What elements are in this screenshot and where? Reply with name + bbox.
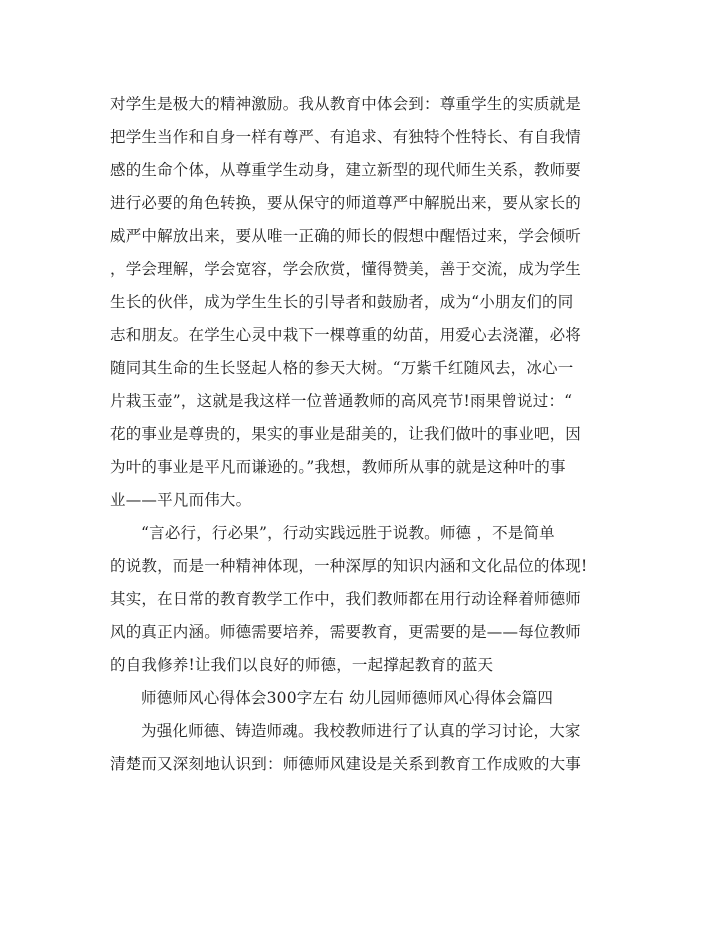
section-heading: 师德师风心得体会300字左右 幼儿园师德师风心得体会篇四: [141, 689, 554, 707]
text-line: 把学生当作和自身一样有尊严、有追求、有独特个性特长、有自我情: [110, 128, 582, 146]
text-line: 随同其生命的生长竖起人格的参天大树。“万紫千红随风去，冰心一: [110, 359, 574, 377]
text-line: 花的事业是尊贵的，果实的事业是甜美的，让我们做叶的事业吧，因: [110, 425, 582, 443]
text-line: 为强化师德、铸造师魂。我校教师进行了认真的学习讨论，大家: [141, 722, 581, 740]
document-body: [110, 88, 610, 781]
text-line: 进行必要的角色转换，要从保守的师道尊严中解脱出来，要从家长的: [110, 194, 582, 212]
text-line: 生长的伙伴，成为学生生长的引导者和鼓励者，成为“小朋友们的同: [110, 293, 574, 311]
text-line: 感的生命个体，从尊重学生动身，建立新型的现代师生关系，教师要: [110, 161, 582, 179]
text-line: 为叶的事业是平凡而谦逊的。”我想，教师所从事的就是这种叶的事: [110, 458, 566, 476]
text-line: ，学会理解，学会宽容，学会欣赏，懂得赞美，善于交流，成为学生: [110, 260, 582, 278]
text-line: 清楚而又深刻地认识到：师德师风建设是关系到教育工作成败的大事: [110, 755, 582, 773]
text-line: 志和朋友。在学生心灵中栽下一棵尊重的幼苗，用爱心去浇灌，必将: [110, 326, 582, 344]
text-line: 风的真正内涵。师德需要培养，需要教育，更需要的是——每位教师: [110, 623, 582, 641]
text-line: 其实，在日常的教育教学工作中，我们教师都在用行动诠释着师德师: [110, 590, 582, 608]
text-line: 业——平凡而伟大。: [110, 491, 252, 509]
text-line: 威严中解放出来，要从唯一正确的师长的假想中醒悟过来，学会倾听: [110, 227, 582, 245]
text-line: 的自我修养!让我们以良好的师德，一起撑起教育的蓝天: [110, 656, 494, 674]
text-line: 的说教，而是一种精神体现，一种深厚的知识内涵和文化品位的体现!: [110, 557, 588, 575]
text-line: 对学生是极大的精神激励。我从教育中体会到：尊重学生的实质就是: [110, 95, 582, 113]
text-line: “言必行，行必果”，行动实践远胜于说教。师德 ，不是简单: [141, 524, 555, 542]
text-line: 片栽玉壶”，这就是我这样一位普通教师的高风亮节!雨果曾说过：“: [110, 392, 573, 410]
